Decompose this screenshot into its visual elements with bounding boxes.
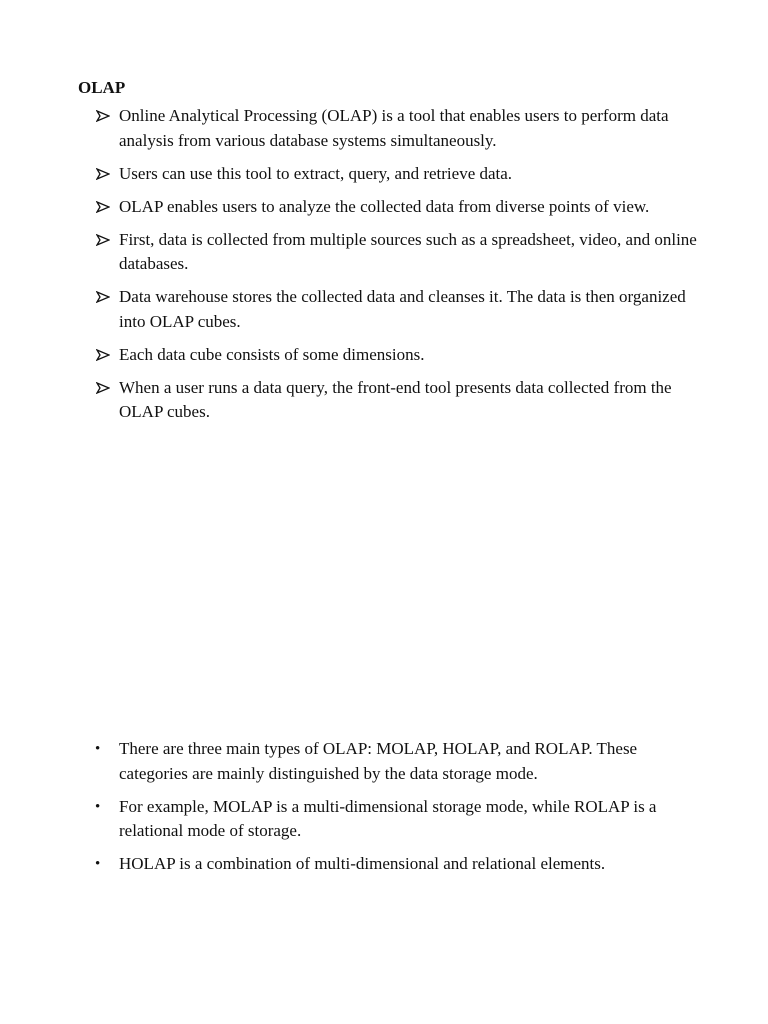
list-item-text: For example, MOLAP is a multi-dimensional storage mode, while ROLAP is a relational mode of storage. xyxy=(119,796,657,840)
list-item-text: When a user runs a data query, the front-end tool presents data collected from the OLAP cubes. xyxy=(119,377,672,421)
list-item xyxy=(0,795,768,844)
list-item xyxy=(0,285,768,334)
list-item-text: HOLAP is a combination of multi-dimensional and relational elements. xyxy=(119,854,606,873)
arrowhead-bullet-icon xyxy=(96,104,112,122)
arrowhead-bullet-icon xyxy=(96,376,112,394)
list-item xyxy=(0,162,768,187)
list-item xyxy=(0,104,768,153)
arrowhead-bullet-icon xyxy=(96,343,112,361)
list-item xyxy=(0,228,768,277)
arrowhead-bullet-icon xyxy=(96,162,112,180)
list-item-text: There are three main types of OLAP: MOLAP, HOLAP, and ROLAP. These categories are mainly distinguished by the data storage mode. xyxy=(119,739,638,783)
list-item xyxy=(0,195,768,220)
list-item xyxy=(0,376,768,425)
list-item-text: First, data is collected from multiple sources such as a spreadsheet, video, and online databases. xyxy=(119,229,697,273)
section-heading: OLAP xyxy=(78,78,126,97)
list-item-text: Data warehouse stores the collected data and cleanses it. The data is then organized into OLAP cubes. xyxy=(119,287,686,331)
list-item-text: Users can use this tool to extract, query, and retrieve data. xyxy=(119,163,513,183)
round-bullet-icon: • xyxy=(95,741,101,757)
list-item-text: Each data cube consists of some dimensions. xyxy=(119,344,425,364)
arrowhead-bullet-icon xyxy=(96,228,112,246)
arrowhead-bullet-icon xyxy=(96,195,112,213)
arrow-bullet-list xyxy=(0,104,768,433)
round-bullet-list xyxy=(0,737,768,885)
round-bullet-icon: • xyxy=(95,856,101,872)
list-item xyxy=(0,852,768,877)
list-item-text: Online Analytical Processing (OLAP) is a tool that enables users to perform data analysis from various database systems simultaneously. xyxy=(119,106,669,150)
list-item xyxy=(0,737,768,786)
list-item xyxy=(0,343,768,368)
round-bullet-icon: • xyxy=(95,798,101,815)
arrowhead-bullet-icon xyxy=(96,285,112,303)
list-item-text: OLAP enables users to analyze the collected data from diverse points of view. xyxy=(119,196,650,216)
